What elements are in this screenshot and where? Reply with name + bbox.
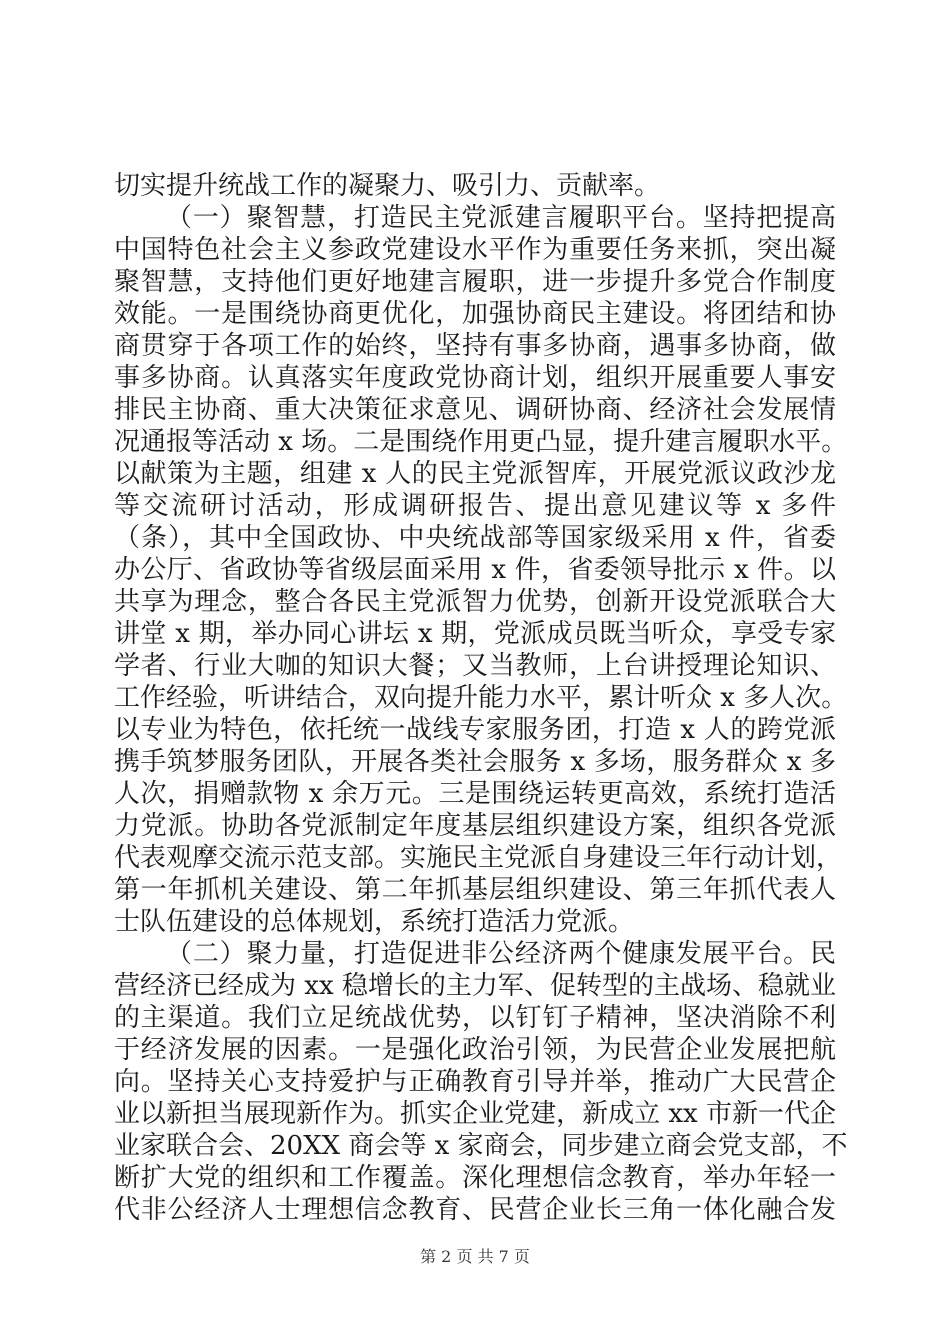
text-line: （条），其中全国政协、中央统战部等国家级采用 x 件，省委 (114, 523, 836, 553)
text-line: 事多协商。认真落实年度政党协商计划，组织开展重要人事安 (114, 363, 836, 393)
text-line: 以专业为特色，依托统一战线专家服务团，打造 x 人的跨党派 (114, 715, 836, 745)
text-line: 共享为理念，整合各民主党派智力优势，创新开设党派联合大 (114, 587, 836, 617)
text-line: 商贯穿于各项工作的始终，坚持有事多协商，遇事多协商，做 (114, 331, 836, 361)
text-line: 工作经验，听讲结合，双向提升能力水平，累计听众 x 多人次。 (114, 683, 848, 713)
text-line: 排民主协商、重大决策征求意见、调研协商、经济社会发展情 (114, 395, 836, 425)
text-line: 业以新担当展现新作为。抓实企业党建，新成立 xx 市新一代企 (114, 1099, 836, 1129)
text-line: 学者、行业大咖的知识大餐；又当教师，上台讲授理论知识、 (114, 651, 836, 681)
text-line: 代表观摩交流示范支部。实施民主党派自身建设三年行动计划， (114, 843, 843, 873)
text-line: 士队伍建设的总体规划，系统打造活力党派。 (114, 907, 635, 937)
text-line: （二）聚力量，打造促进非公经济两个健康发展平台。民 (166, 939, 836, 969)
text-line: （一）聚智慧，打造民主党派建言履职平台。坚持把提高 (166, 203, 836, 233)
text-line: 中国特色社会主义参政党建设水平作为重要任务来抓，突出凝 (114, 235, 836, 265)
text-line: 讲堂 x 期，举办同心讲坛 x 期，党派成员既当听众，享受专家 (114, 619, 836, 649)
text-line: 力党派。协助各党派制定年度基层组织建设方案，组织各党派 (114, 811, 836, 841)
text-line: 办公厅、省政协等省级层面采用 x 件，省委领导批示 x 件。以 (114, 555, 836, 585)
text-line: 的主渠道。我们立足统战优势，以钉钉子精神，坚决消除不利 (114, 1003, 836, 1033)
text-line: 营经济已经成为 xx 稳增长的主力军、促转型的主战场、稳就业 (114, 971, 836, 1001)
text-line: 聚智慧，支持他们更好地建言履职，进一步提升多党合作制度 (114, 267, 836, 297)
text-line: 等交流研讨活动，形成调研报告、提出意见建议等 x 多件 (114, 491, 836, 521)
text-line: 第一年抓机关建设、第二年抓基层组织建设、第三年抓代表人 (114, 875, 836, 905)
text-line: 向。坚持关心支持爱护与正确教育引导并举，推动广大民营企 (114, 1067, 836, 1097)
text-line: 断扩大党的组织和工作覆盖。深化理想信念教育，举办年轻一 (114, 1163, 836, 1193)
text-line: 况通报等活动 x 场。二是围绕作用更凸显，提升建言履职水平。 (114, 427, 848, 457)
text-line: 于经济发展的因素。一是强化政治引领，为民营企业发展把航 (114, 1035, 836, 1065)
text-line: 效能。一是围绕协商更优化，加强协商民主建设。将团结和协 (114, 299, 836, 329)
page-footer: 第 2 页 共 7 页 (420, 1247, 530, 1266)
text-line: 携手筑梦服务团队，开展各类社会服务 x 多场，服务群众 x 多 (114, 747, 836, 777)
document-body (114, 170, 848, 1226)
text-line: 代非公经济人士理想信念教育、民营企业长三角一体化融合发 (114, 1195, 836, 1225)
text-line: 以献策为主题，组建 x 人的民主党派智库，开展党派议政沙龙 (114, 459, 836, 489)
text-line: 业家联合会、20XX 商会等 x 家商会，同步建立商会党支部，不 (114, 1131, 848, 1161)
text-line: 人次，捐赠款物 x 余万元。三是围绕运转更高效，系统打造活 (114, 779, 836, 809)
text-line: 切实提升统战工作的凝聚力、吸引力、贡献率。 (114, 171, 661, 201)
